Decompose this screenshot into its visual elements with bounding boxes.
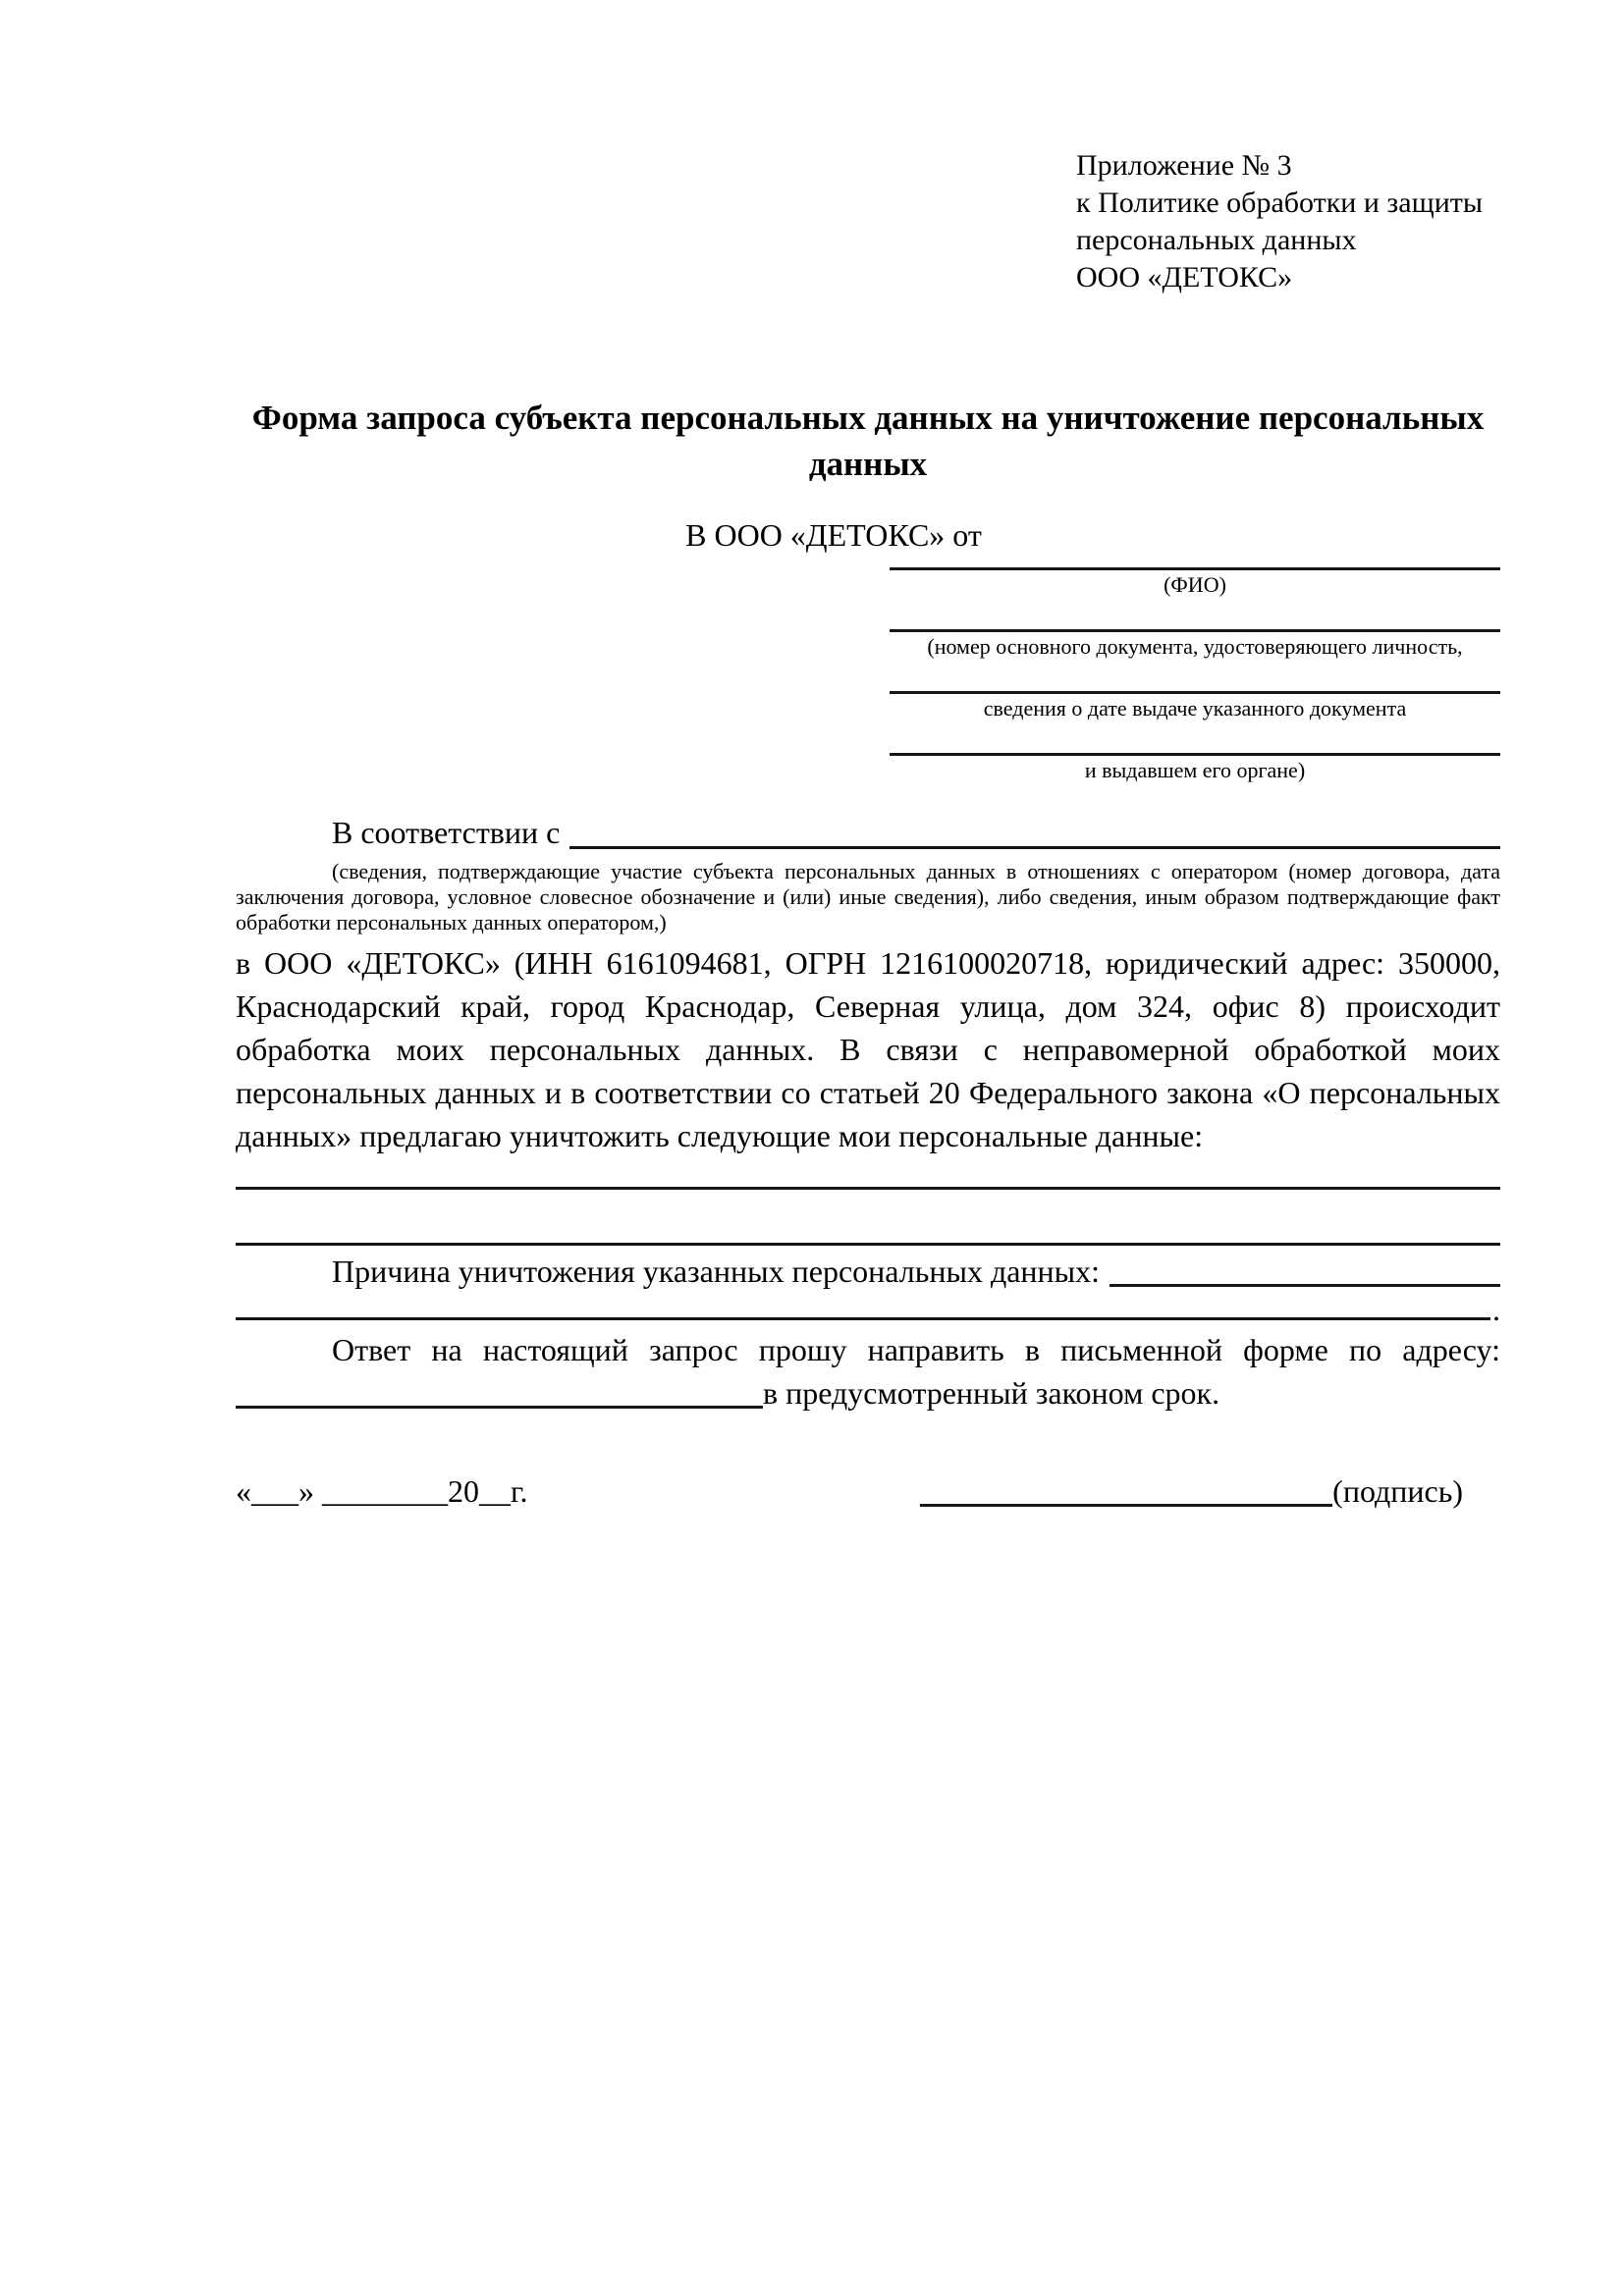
document-issuer-caption: и выдавшем его органе): [1084, 758, 1306, 782]
personal-data-blank-line: [236, 1190, 1500, 1246]
document-issue-date-underline: [890, 679, 1500, 694]
sentence-period: .: [1492, 1292, 1500, 1327]
reason-label: Причина уничтожения указанных персональных данных:: [332, 1254, 1101, 1289]
appendix-header-line: к Политике обработки и защиты: [1076, 187, 1484, 219]
body-paragraph: в ООО «ДЕТОКС» (ИНН 6161094681, ОГРН 1216100020718, юридический адрес: 350000, Краснодарский край, город Краснодар, Северная улица, дом 324, офис 8) происходит обработка моих персональных данных. В связи с неправомерной обработкой моих персональных данных и в соответствии со статьей 20 Федерального закона «О персональных данных» предлагаю уничтожить следующие мои персональные данные:: [236, 945, 1500, 1153]
accordance-underline: [569, 811, 1500, 849]
address-underline: [236, 1371, 763, 1409]
reason-row: [236, 1250, 1500, 1293]
appendix-header: [1076, 147, 1500, 296]
date-field: «___» ________20__г.: [236, 1473, 528, 1509]
document-issue-date-caption: сведения о дате выдаче указанного документа: [983, 696, 1407, 721]
document-issuer-field: [890, 741, 1500, 785]
accordance-label: В соответствии с: [332, 815, 561, 850]
appendix-header-line: ООО «ДЕТОКС»: [1076, 261, 1293, 294]
personal-data-blank-line: [236, 1157, 1500, 1190]
date-signature-row: [236, 1469, 1500, 1513]
signature-underline: [920, 1504, 1332, 1507]
fio-underline: [890, 556, 1500, 570]
answer-tail: в предусмотренный законом срок.: [763, 1375, 1220, 1411]
reason-underline: [1110, 1250, 1500, 1287]
addressee-line: В ООО «ДЕТОКС» от: [685, 517, 982, 553]
fio-field: [890, 556, 1500, 600]
reason-continuation-line: [236, 1293, 1500, 1326]
appendix-header-line: Приложение № 3: [1076, 149, 1292, 182]
appendix-header-line: персональных данных: [1076, 224, 1357, 256]
document-issuer-underline: [890, 741, 1500, 756]
document-number-caption: (номер основного документа, удостоверяющего личность,: [927, 634, 1463, 659]
accordance-row: [236, 811, 1500, 855]
answer-paragraph: Ответ на настоящий запрос прошу направить в письменной форме по адресу:: [332, 1332, 1500, 1367]
fineprint-note: (сведения, подтверждающие участие субъекта персональных данных в отношениях с оператором (номер договора, дата заключения договора, условное словесное обозначение и (или) иные сведения), либо сведения, иным образом подтверждающие факт обработки персональных данных оператором,): [236, 859, 1500, 934]
reason-continuation-underline: [236, 1293, 1490, 1320]
document-number-underline: [890, 617, 1500, 632]
fio-caption: (ФИО): [1164, 572, 1226, 597]
document-number-field: [890, 617, 1500, 662]
page-title: Форма запроса субъекта персональных данных на уничтожение персональных данных: [251, 399, 1485, 483]
answer-address-row: [236, 1371, 1500, 1415]
signature-caption: (подпись): [1332, 1473, 1463, 1509]
document-issue-date-field: [890, 679, 1500, 723]
signature-field: [920, 1469, 1463, 1513]
requester-fields-block: [890, 556, 1500, 785]
